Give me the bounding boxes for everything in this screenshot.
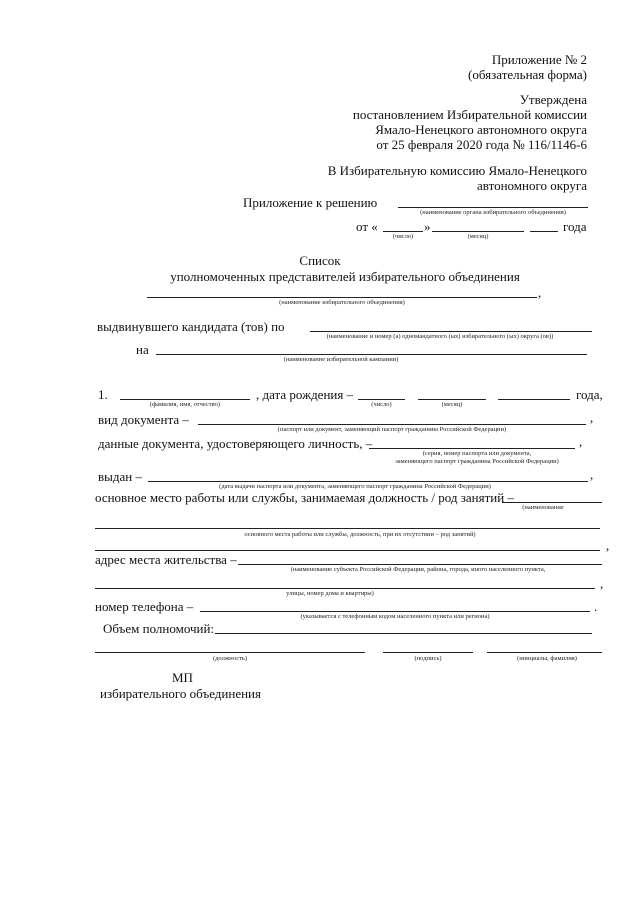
address-line-1: В Избирательную комиссию Ямало-Ненецкого (327, 163, 587, 178)
fio-hint: (фамилия, имя, отчество) (149, 401, 221, 408)
doc-data-label: данные документа, удостоверяющего личность, – (98, 436, 373, 451)
nominee-label: выдвинувшего кандидата (тов) по (97, 319, 285, 334)
decision-label: Приложение к решению (243, 195, 378, 210)
approved-line-3: от 25 февраля 2020 года № 116/1146-6 (376, 137, 587, 152)
approved-line-1: постановлением Избирательной комиссии (352, 107, 587, 122)
work-field-3[interactable] (95, 550, 600, 551)
address-hint-2: улицы, номер дома и квартиры) (286, 590, 374, 597)
birth-month-field[interactable] (418, 399, 486, 400)
powers-field[interactable] (215, 633, 592, 634)
address-field-1[interactable] (238, 564, 602, 565)
district-field[interactable] (310, 331, 592, 332)
powers-label: Объем полномочий: (103, 621, 215, 636)
decision-month-hint: (месяц) (467, 233, 489, 240)
decision-year-label: года (563, 219, 587, 234)
decision-from-close: » (424, 219, 431, 234)
birth-month-hint: (месяц) (441, 401, 463, 408)
campaign-hint: (наименование избирательной кампании) (283, 356, 399, 363)
issued-hint: (дата выдачи паспорта или документа, заменяющего паспорт гражданина Российской Федерации) (219, 483, 491, 490)
doc-type-hint: (паспорт или документ, заменяющий паспорт гражданина Российской Федерации) (277, 426, 507, 433)
signature-hint: (подпись) (414, 655, 442, 662)
doc-data-hint-1: (серия, номер паспорта или документа, (422, 450, 532, 457)
work-field-2[interactable] (95, 528, 600, 529)
birth-day-field[interactable] (358, 399, 405, 400)
issued-comma: , (590, 467, 594, 482)
doc-data-field[interactable] (369, 448, 575, 449)
decision-org-field[interactable] (398, 207, 588, 208)
campaign-field[interactable] (156, 354, 587, 355)
signature-field[interactable] (383, 652, 473, 653)
phone-label: номер телефона – (95, 599, 194, 614)
decision-from-label: от « (356, 219, 378, 234)
assoc-name-hint: (наименование избирательного объединения) (279, 299, 405, 306)
approved-heading: Утверждена (519, 92, 587, 107)
doc-type-label: вид документа – (98, 412, 189, 427)
decision-day-hint: (число) (392, 233, 414, 240)
appendix-title: Приложение № 2 (491, 52, 587, 67)
doc-type-comma: , (590, 410, 594, 425)
birth-year-label: года, (576, 387, 603, 402)
initials-field[interactable] (487, 652, 602, 653)
position-field[interactable] (95, 652, 365, 653)
birth-year-field[interactable] (498, 399, 570, 400)
work-field-1[interactable] (502, 502, 602, 503)
work-hint-2: основного места работы или службы, должность, при их отсутствии – род занятий) (244, 531, 476, 538)
stamp-org: избирательного объединения (100, 686, 261, 701)
phone-hint: (указывается с телефонным кодом населенного пункта или региона) (300, 613, 490, 620)
doc-data-comma: , (579, 434, 583, 449)
stamp-label: МП (172, 670, 193, 685)
work-comma: , (606, 538, 610, 553)
doc-data-hint-2: заменяющего паспорт гражданина Российской Федерации) (395, 458, 559, 465)
assoc-comma: , (538, 285, 542, 300)
assoc-name-field[interactable] (147, 297, 537, 298)
decision-day-field[interactable] (383, 231, 423, 232)
issued-label: выдан – (98, 469, 142, 484)
doc-type-field[interactable] (198, 424, 586, 425)
initials-hint: (инициалы, фамилия) (517, 655, 577, 662)
address-label: адрес места жительства – (95, 552, 237, 567)
decision-org-hint: (наименование органа избирательного объединения) (420, 209, 566, 216)
fio-field[interactable] (120, 399, 250, 400)
birth-day-hint: (число) (371, 401, 392, 408)
issued-field[interactable] (148, 481, 588, 482)
position-hint: (должность) (212, 655, 248, 662)
phone-dot: . (594, 599, 598, 614)
phone-field[interactable] (200, 611, 590, 612)
decision-month-field[interactable] (432, 231, 524, 232)
list-title: Список (299, 253, 341, 268)
campaign-on-label: на (136, 342, 149, 357)
work-hint-1: (наименование (522, 504, 564, 511)
person-number: 1. (98, 387, 108, 402)
appendix-note: (обязательная форма) (468, 67, 587, 82)
address-hint-1: (наименование субъекта Российской Федерации, района, города, иного населенного пункта, (290, 566, 546, 573)
list-subtitle: уполномоченных представителей избирательного объединения (170, 269, 520, 284)
decision-year-field[interactable] (530, 231, 558, 232)
work-label: основное место работы или службы, занимаемая должность / род занятий – (95, 490, 514, 505)
address-field-2[interactable] (95, 588, 595, 589)
address-comma: , (600, 576, 604, 591)
address-line-2: автономного округа (477, 178, 587, 193)
district-hint: (наименование и номер (а) одномандатного (ых) избирательного (ых) округа (ов)) (326, 333, 554, 340)
approved-line-2: Ямало-Ненецкого автономного округа (375, 122, 587, 137)
birth-label: , дата рождения – (256, 387, 354, 402)
